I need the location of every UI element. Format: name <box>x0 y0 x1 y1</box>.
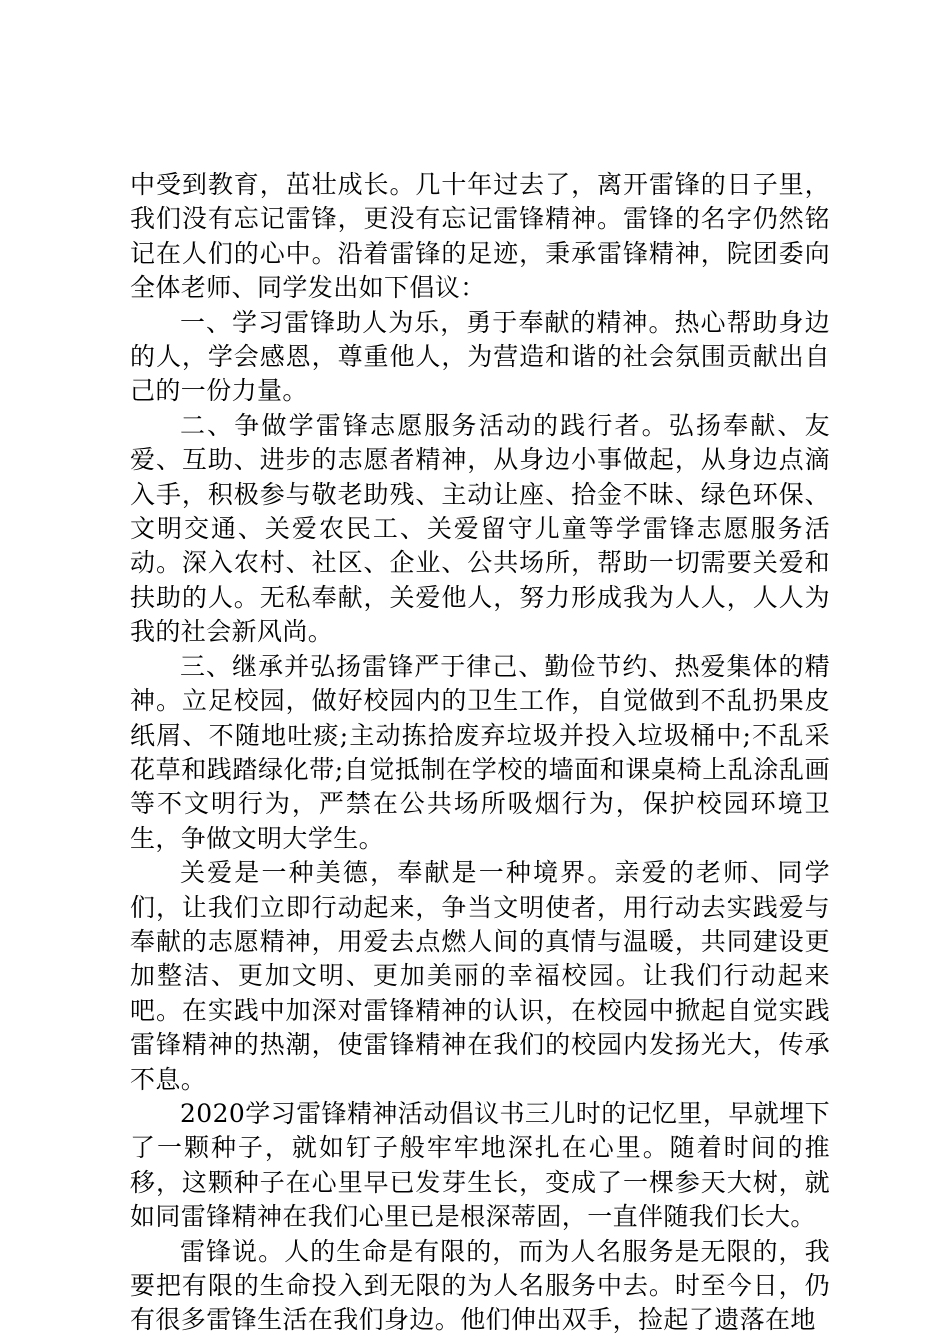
paragraph-proposal-document-three: 2020学习雷锋精神活动倡议书三儿时的记忆里，早就埋下了一颗种子，就如钉子般牢牢地深扎在心里。随着时间的推移，这颗种子在心里早已发芽生长，变成了一棵参天大树，就如同雷锋精神在我们心里已是根深蒂固，一直伴随我们长大。 <box>130 1098 830 1232</box>
paragraph-proposal-two: 二、争做学雷锋志愿服务活动的践行者。弘扬奉献、友爱、互助、进步的志愿者精神，从身边小事做起，从身边点滴入手，积极参与敬老助残、主动让座、拾金不昧、绿色环保、文明交通、关爱农民工、关爱留守儿童等学雷锋志愿服务活动。深入农村、社区、企业、公共场所，帮助一切需要关爱和扶助的人。无私奉献，关爱他人，努力形成我为人人，人人为我的社会新风尚。 <box>130 410 830 647</box>
paragraph-leifeng-quote: 雷锋说。人的生命是有限的，而为人名服务是无限的，我要把有限的生命投入到无限的为人名服务中去。时至今日，仍有很多雷锋生活在我们身边。他们伸出双手，捡起了遗落在地 <box>130 1236 830 1335</box>
paragraph-closing-appeal: 关爱是一种美德，奉献是一种境界。亲爱的老师、同学们，让我们立即行动起来，争当文明使者，用行动去实践爱与奉献的志愿精神，用爱去点燃人间的真情与温暖，共同建设更加整洁、更加文明、更加美丽的幸福校园。让我们行动起来吧。在实践中加深对雷锋精神的认识，在校园中掀起自觉实践雷锋精神的热潮，使雷锋精神在我们的校园内发扬光大，传承不息。 <box>130 858 830 1094</box>
paragraph-continuation: 中受到教育，茁壮成长。几十年过去了，离开雷锋的日子里，我们没有忘记雷锋，更没有忘记雷锋精神。雷锋的名字仍然铭记在人们的心中。沿着雷锋的足迹，秉承雷锋精神，院团委向全体老师、同学发出如下倡议： <box>130 170 830 303</box>
paragraph-proposal-one: 一、学习雷锋助人为乐，勇于奉献的精神。热心帮助身边的人，学会感恩，尊重他人，为营造和谐的社会氛围贡献出自己的一份力量。 <box>130 307 830 406</box>
document-body <box>130 168 830 1338</box>
paragraph-proposal-three: 三、继承并弘扬雷锋严于律己、勤俭节约、热爱集体的精神。立足校园，做好校园内的卫生工作，自觉做到不乱扔果皮纸屑、不随地吐痰;主动拣拾废弃垃圾并投入垃圾桶中;不乱采花草和践踏绿化带;自觉抵制在学校的墙面和课桌椅上乱涂乱画等不文明行为，严禁在公共场所吸烟行为，保护校园环境卫生，争做文明大学生。 <box>130 651 830 853</box>
